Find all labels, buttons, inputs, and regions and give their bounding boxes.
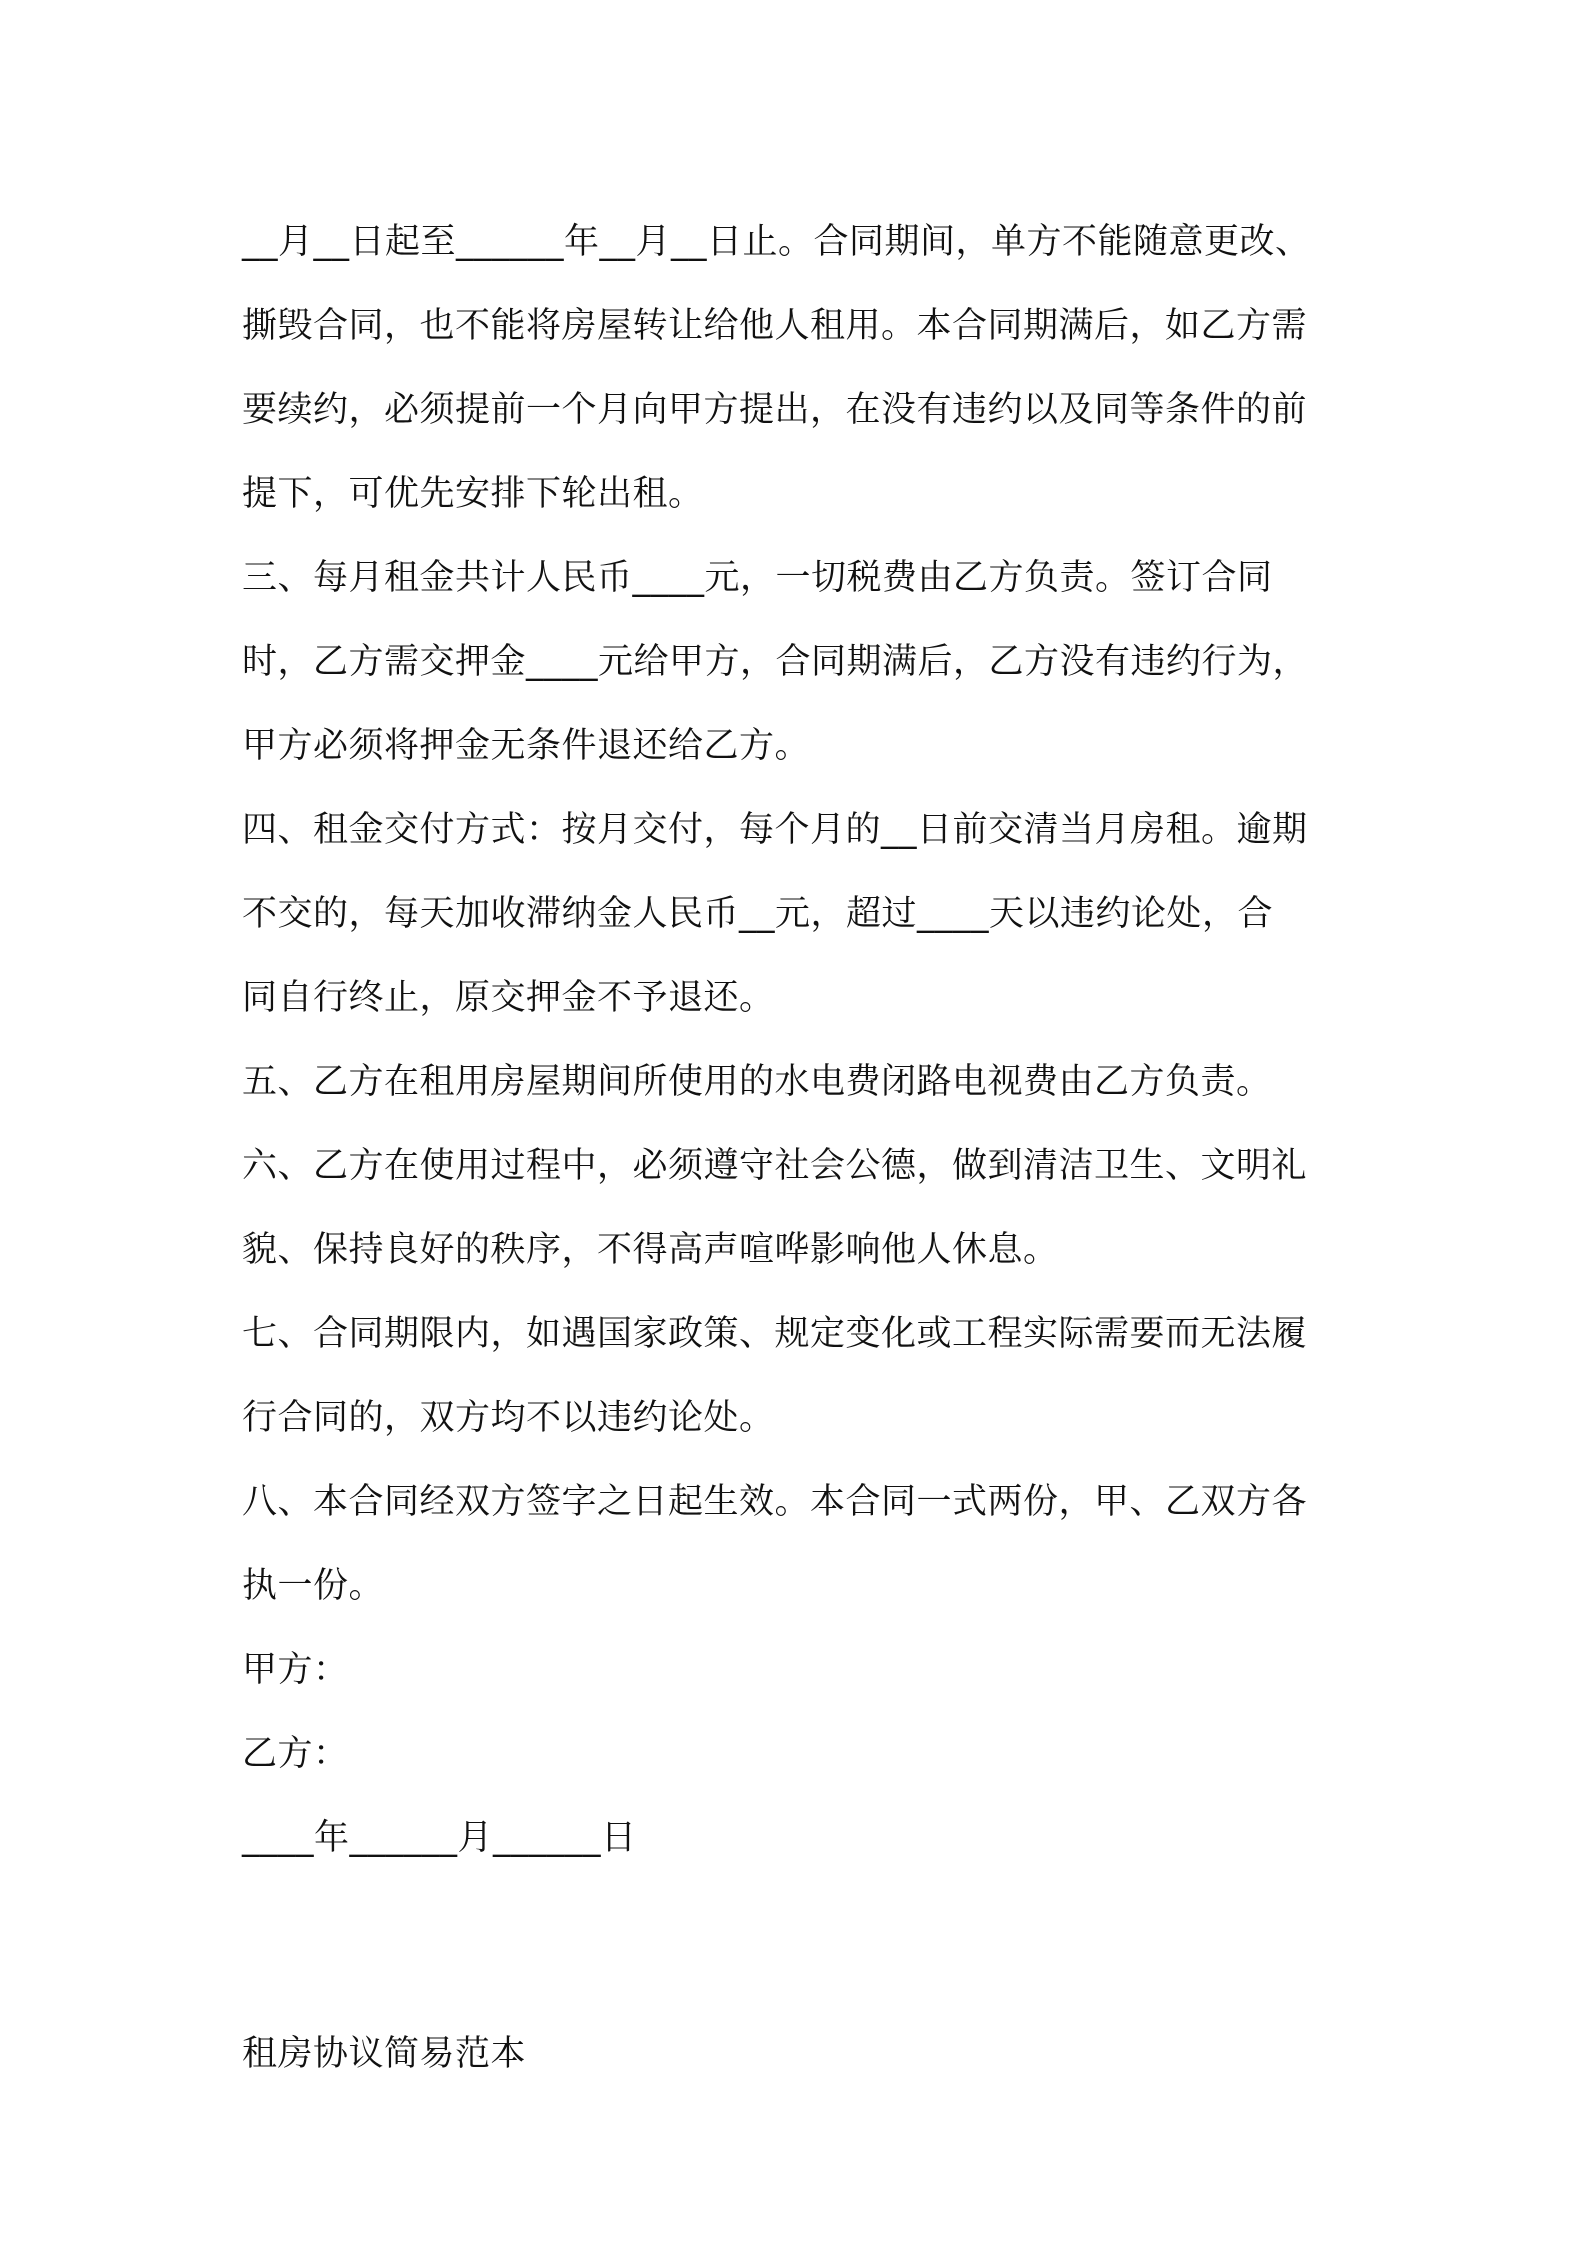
clause-8-line: 执一份。: [242, 1566, 385, 1606]
party-a-signature-line: 甲方：: [242, 1650, 349, 1690]
next-document-title: 租房协议简易范本: [242, 2034, 527, 2074]
clause-7-line: 七、合同期限内，如遇国家政策、规定变化或工程实际需要而无法履: [242, 1314, 1308, 1354]
text-line: 提下，可优先安排下轮出租。: [242, 474, 704, 514]
clause-6-line: 貌、保持良好的秩序，不得高声喧哗影响他人休息。: [242, 1230, 1059, 1270]
clause-4-line: 四、租金交付方式：按月交付，每个月的__日前交清当月房租。逾期: [242, 810, 1308, 850]
clause-5-line: 五、乙方在租用房屋期间所使用的水电费闭路电视费由乙方负责。: [242, 1062, 1272, 1102]
blank-space: [242, 1880, 1362, 1964]
date-line: ____年______月______日: [242, 1818, 637, 1858]
clause-8-line: 八、本合同经双方签字之日起生效。本合同一式两份，甲、乙双方各: [242, 1482, 1308, 1522]
clause-3-line: 甲方必须将押金无条件退还给乙方。: [242, 726, 811, 766]
text-line: 撕毁合同，也不能将房屋转让给他人租用。本合同期满后，如乙方需: [242, 306, 1308, 346]
clause-4-line: 同自行终止，原交押金不予退还。: [242, 978, 775, 1018]
text-line: __月__日起至______年__月__日止。合同期间，单方不能随意更改、: [242, 222, 1311, 262]
party-b-signature-line: 乙方：: [242, 1734, 349, 1774]
contract-text: [242, 200, 1362, 2096]
clause-6-line: 六、乙方在使用过程中，必须遵守社会公德，做到清洁卫生、文明礼: [242, 1146, 1308, 1186]
text-line: 要续约，必须提前一个月向甲方提出，在没有违约以及同等条件的前: [242, 390, 1308, 430]
clause-4-line: 不交的，每天加收滞纳金人民币__元，超过____天以违约论处，合: [242, 894, 1274, 934]
clause-3-line: 三、每月租金共计人民币____元，一切税费由乙方负责。签订合同: [242, 558, 1273, 598]
clause-7-line: 行合同的，双方均不以违约论处。: [242, 1398, 775, 1438]
clause-3-line: 时，乙方需交押金____元给甲方，合同期满后，乙方没有违约行为，: [242, 642, 1309, 682]
